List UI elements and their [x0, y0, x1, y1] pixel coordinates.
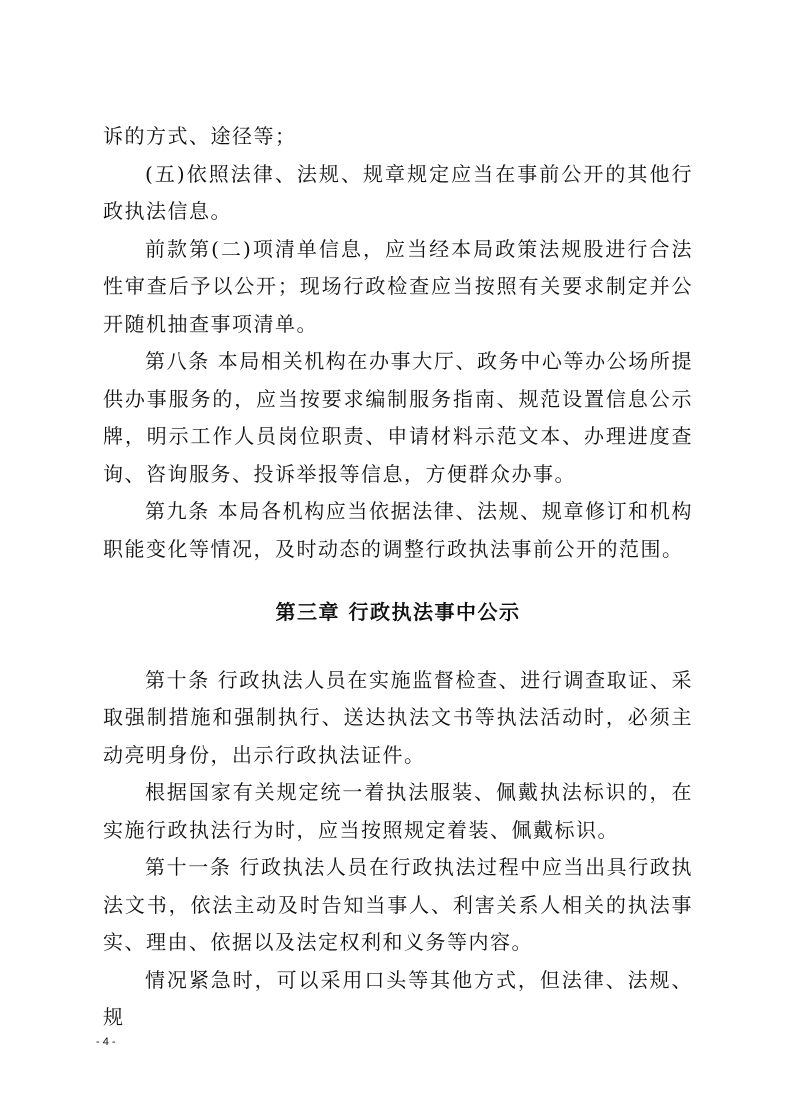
- article-11: 第十一条 行政执法人员在行政执法过程中应当出具行政执法文书，依法主动及时告知当事人、利害关系人相关的执法事实、理由、依据以及法定权利和义务等内容。: [103, 855, 693, 954]
- article-10: 第十条 行政执法人员在实施监督检查、进行调查取证、采取强制措施和强制执行、送达执法文书等执法活动时，必须主动亮明身份，出示行政执法证件。: [103, 667, 693, 767]
- article-8: 第八条 本局相关机构在办事大厅、政务中心等办公场所提供办事服务的，应当按要求编制服务指南、规范设置信息公示牌，明示工作人员岗位职责、申请材料示范文本、办理进度查询、咨询服务、投诉举报等信息，方便群众办事。: [103, 349, 693, 486]
- document-body: [103, 118, 693, 1037]
- paragraph-uniform: 根据国家有关规定统一着执法服装、佩戴执法标识的，在实施行政执法行为时，应当按照规定着装、佩戴标识。: [103, 780, 693, 842]
- page-number: - 4 -: [96, 1036, 116, 1048]
- article-9: 第九条 本局各机构应当依据法律、法规、规章修订和机构职能变化等情况，及时动态的调整行政执法事前公开的范围。: [103, 499, 693, 561]
- paragraph-continuation: 诉的方式、途径等；: [103, 124, 297, 148]
- chapter-title: 第三章 行政执法事中公示: [275, 600, 521, 624]
- paragraph-list-review: 前款第(二)项清单信息，应当经本局政策法规股进行合法性审查后予以公开；现场行政检查应当按照有关要求制定并公开随机抽查事项清单。: [103, 236, 693, 336]
- paragraph-emergency: 情况紧急时，可以采用口头等其他方式，但法律、法规、规: [103, 967, 693, 1029]
- paragraph-item-five: (五)依照法律、法规、规章规定应当在事前公开的其他行政执法信息。: [103, 161, 693, 223]
